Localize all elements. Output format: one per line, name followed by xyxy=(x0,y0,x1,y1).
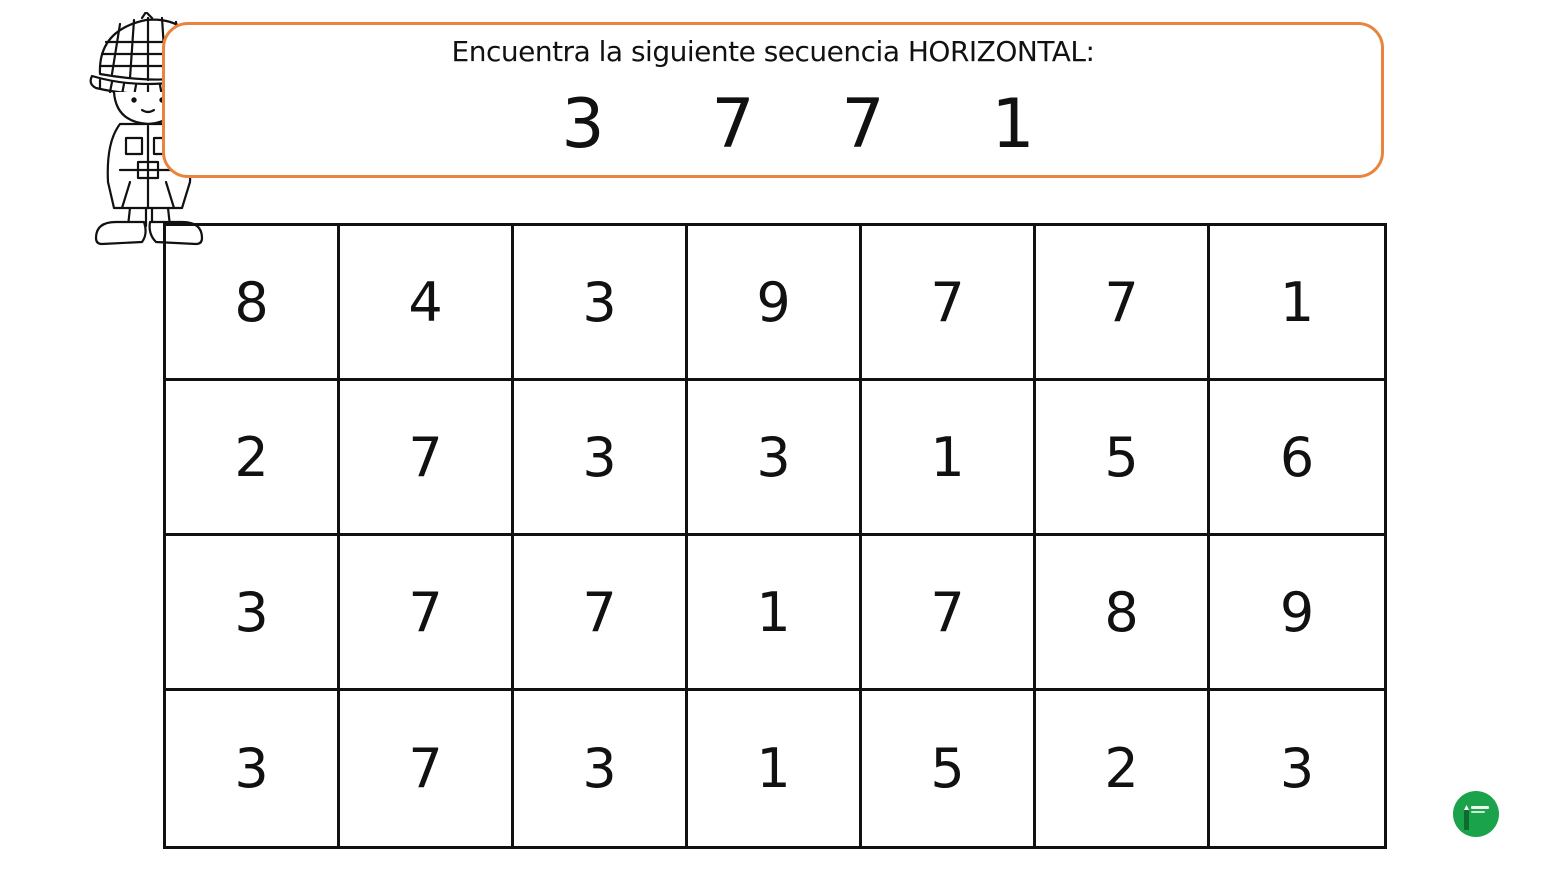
sequence-digit: 1 xyxy=(991,85,1035,164)
grid-cell[interactable]: 3 xyxy=(166,536,340,691)
grid-cell[interactable]: 7 xyxy=(862,226,1036,381)
grid-cell[interactable]: 7 xyxy=(862,536,1036,691)
grid-cell[interactable]: 9 xyxy=(688,226,862,381)
grid-cell[interactable]: 1 xyxy=(862,381,1036,536)
sequence-digit: 3 xyxy=(561,85,605,164)
grid-cell[interactable]: 3 xyxy=(514,226,688,381)
pencil-logo-icon xyxy=(1452,790,1500,838)
grid-cell[interactable]: 7 xyxy=(514,536,688,691)
sequence-digit: 7 xyxy=(711,85,755,164)
grid-cell[interactable]: 1 xyxy=(688,536,862,691)
grid-cell[interactable]: 1 xyxy=(688,691,862,846)
number-grid xyxy=(163,223,1387,849)
grid-cell[interactable]: 7 xyxy=(1036,226,1210,381)
grid-cell[interactable]: 6 xyxy=(1210,381,1384,536)
grid-cell[interactable]: 5 xyxy=(862,691,1036,846)
grid-cell[interactable]: 3 xyxy=(514,381,688,536)
sequence-digit: 7 xyxy=(841,85,885,164)
grid-cell[interactable]: 8 xyxy=(166,226,340,381)
grid-cell[interactable]: 7 xyxy=(340,536,514,691)
grid-cell[interactable]: 3 xyxy=(688,381,862,536)
grid-cell[interactable]: 3 xyxy=(1279,737,1315,800)
grid-cell[interactable]: 8 xyxy=(1036,536,1210,691)
grid-cell[interactable]: 9 xyxy=(1210,536,1384,691)
grid-cell[interactable]: 5 xyxy=(1036,381,1210,536)
grid-cell[interactable]: 7 xyxy=(340,381,514,536)
grid-cell[interactable]: 3 xyxy=(166,691,340,846)
grid-cell[interactable]: 2 xyxy=(1036,691,1210,846)
grid-cell[interactable]: 7 xyxy=(340,691,514,846)
grid-cell[interactable]: 3 xyxy=(514,691,688,846)
grid-cell[interactable]: 1 xyxy=(1210,226,1384,381)
grid-cell[interactable]: 2 xyxy=(166,381,340,536)
instruction-text: Encuentra la siguiente secuencia HORIZONTAL: xyxy=(451,35,1095,68)
grid-cell[interactable]: 4 xyxy=(340,226,514,381)
instruction-banner xyxy=(162,22,1384,178)
